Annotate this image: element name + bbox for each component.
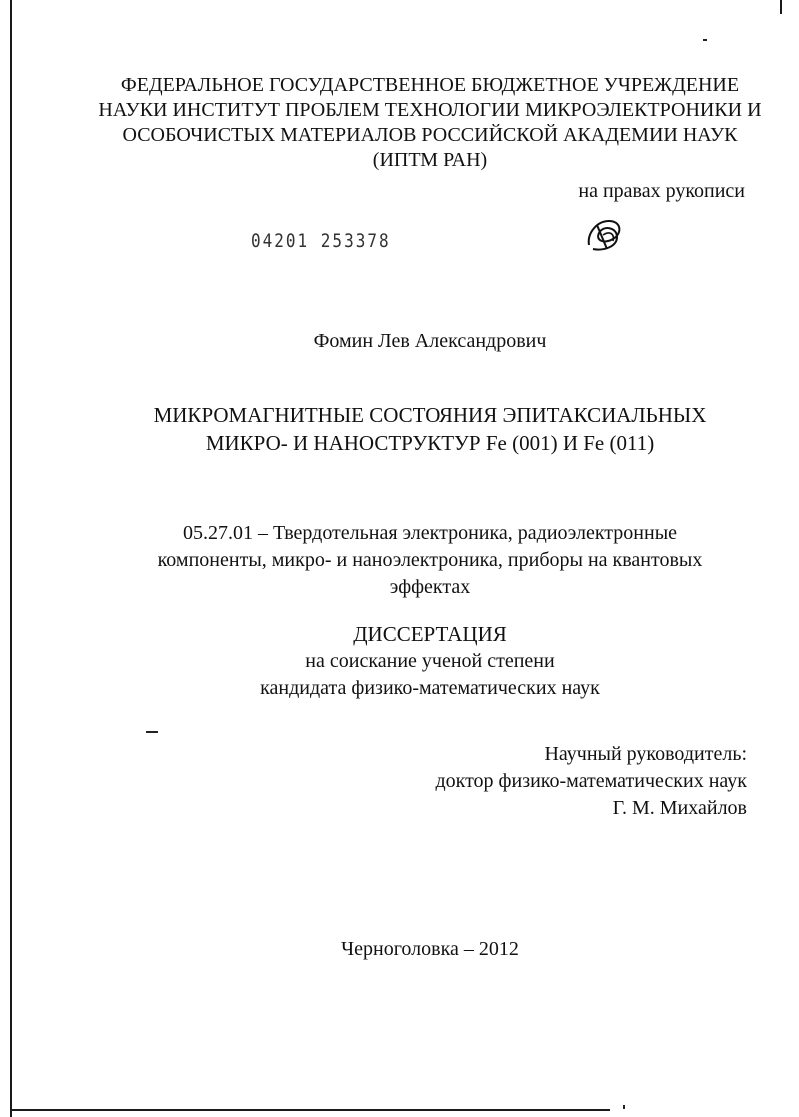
specialty-description	[60, 520, 799, 601]
scan-speck	[623, 1105, 625, 1109]
dissertation-title	[60, 401, 799, 457]
header-line: ФЕДЕРАЛЬНОЕ ГОСУДАРСТВЕННОЕ БЮДЖЕТНОЕ УЧРЕЖДЕНИЕ	[120, 74, 740, 96]
advisor-label: Научный руководитель:	[544, 743, 747, 765]
advisor-block	[435, 741, 747, 822]
dissertation-block	[60, 621, 799, 702]
registration-stamp: 04201 253378	[251, 229, 391, 252]
specialty-line: компоненты, микро- и наноэлектроника, приборы на квантовых	[157, 549, 703, 571]
scan-edge-bottom	[10, 1109, 610, 1111]
header-line: НАУКИ ИНСТИТУТ ПРОБЛЕМ ТЕХНОЛОГИИ МИКРОЭЛЕКТРОНИКИ И	[98, 99, 762, 121]
specialty-line: 05.27.01 – Твердотельная электроника, радиоэлектронные	[182, 522, 678, 544]
specialty-line: эффектах	[389, 576, 471, 598]
header-line: (ИПТМ РАН)	[372, 149, 488, 171]
institution-header	[60, 73, 799, 173]
scan-speck	[146, 731, 158, 733]
scan-edge-right	[780, 0, 782, 14]
title-line: МИКРО- И НАНОСТРУКТУР Fe (001) И Fe (011)	[205, 431, 655, 455]
scan-speck	[703, 39, 707, 41]
manuscript-note: на правах рукописи	[578, 180, 745, 202]
scan-edge-left	[10, 0, 12, 1117]
document-type: ДИССЕРТАЦИЯ	[353, 622, 507, 646]
header-line: ОСОБОЧИСТЫХ МАТЕРИАЛОВ РОССИЙСКОЙ АКАДЕМИИ НАУК	[122, 124, 738, 146]
city-year: Черноголовка – 2012	[341, 938, 519, 960]
advisor-degree: доктор физико-математических наук	[435, 770, 747, 792]
author-name: Фомин Лев Александрович	[313, 330, 547, 352]
advisor-name: Г. М. Михайлов	[612, 797, 747, 819]
degree-purpose: на соискание ученой степени	[305, 650, 555, 672]
degree-name: кандидата физико-математических наук	[260, 677, 600, 699]
title-line: МИКРОМАГНИТНЫЕ СОСТОЯНИЯ ЭПИТАКСИАЛЬНЫХ	[153, 403, 707, 427]
signature-icon	[583, 215, 627, 255]
